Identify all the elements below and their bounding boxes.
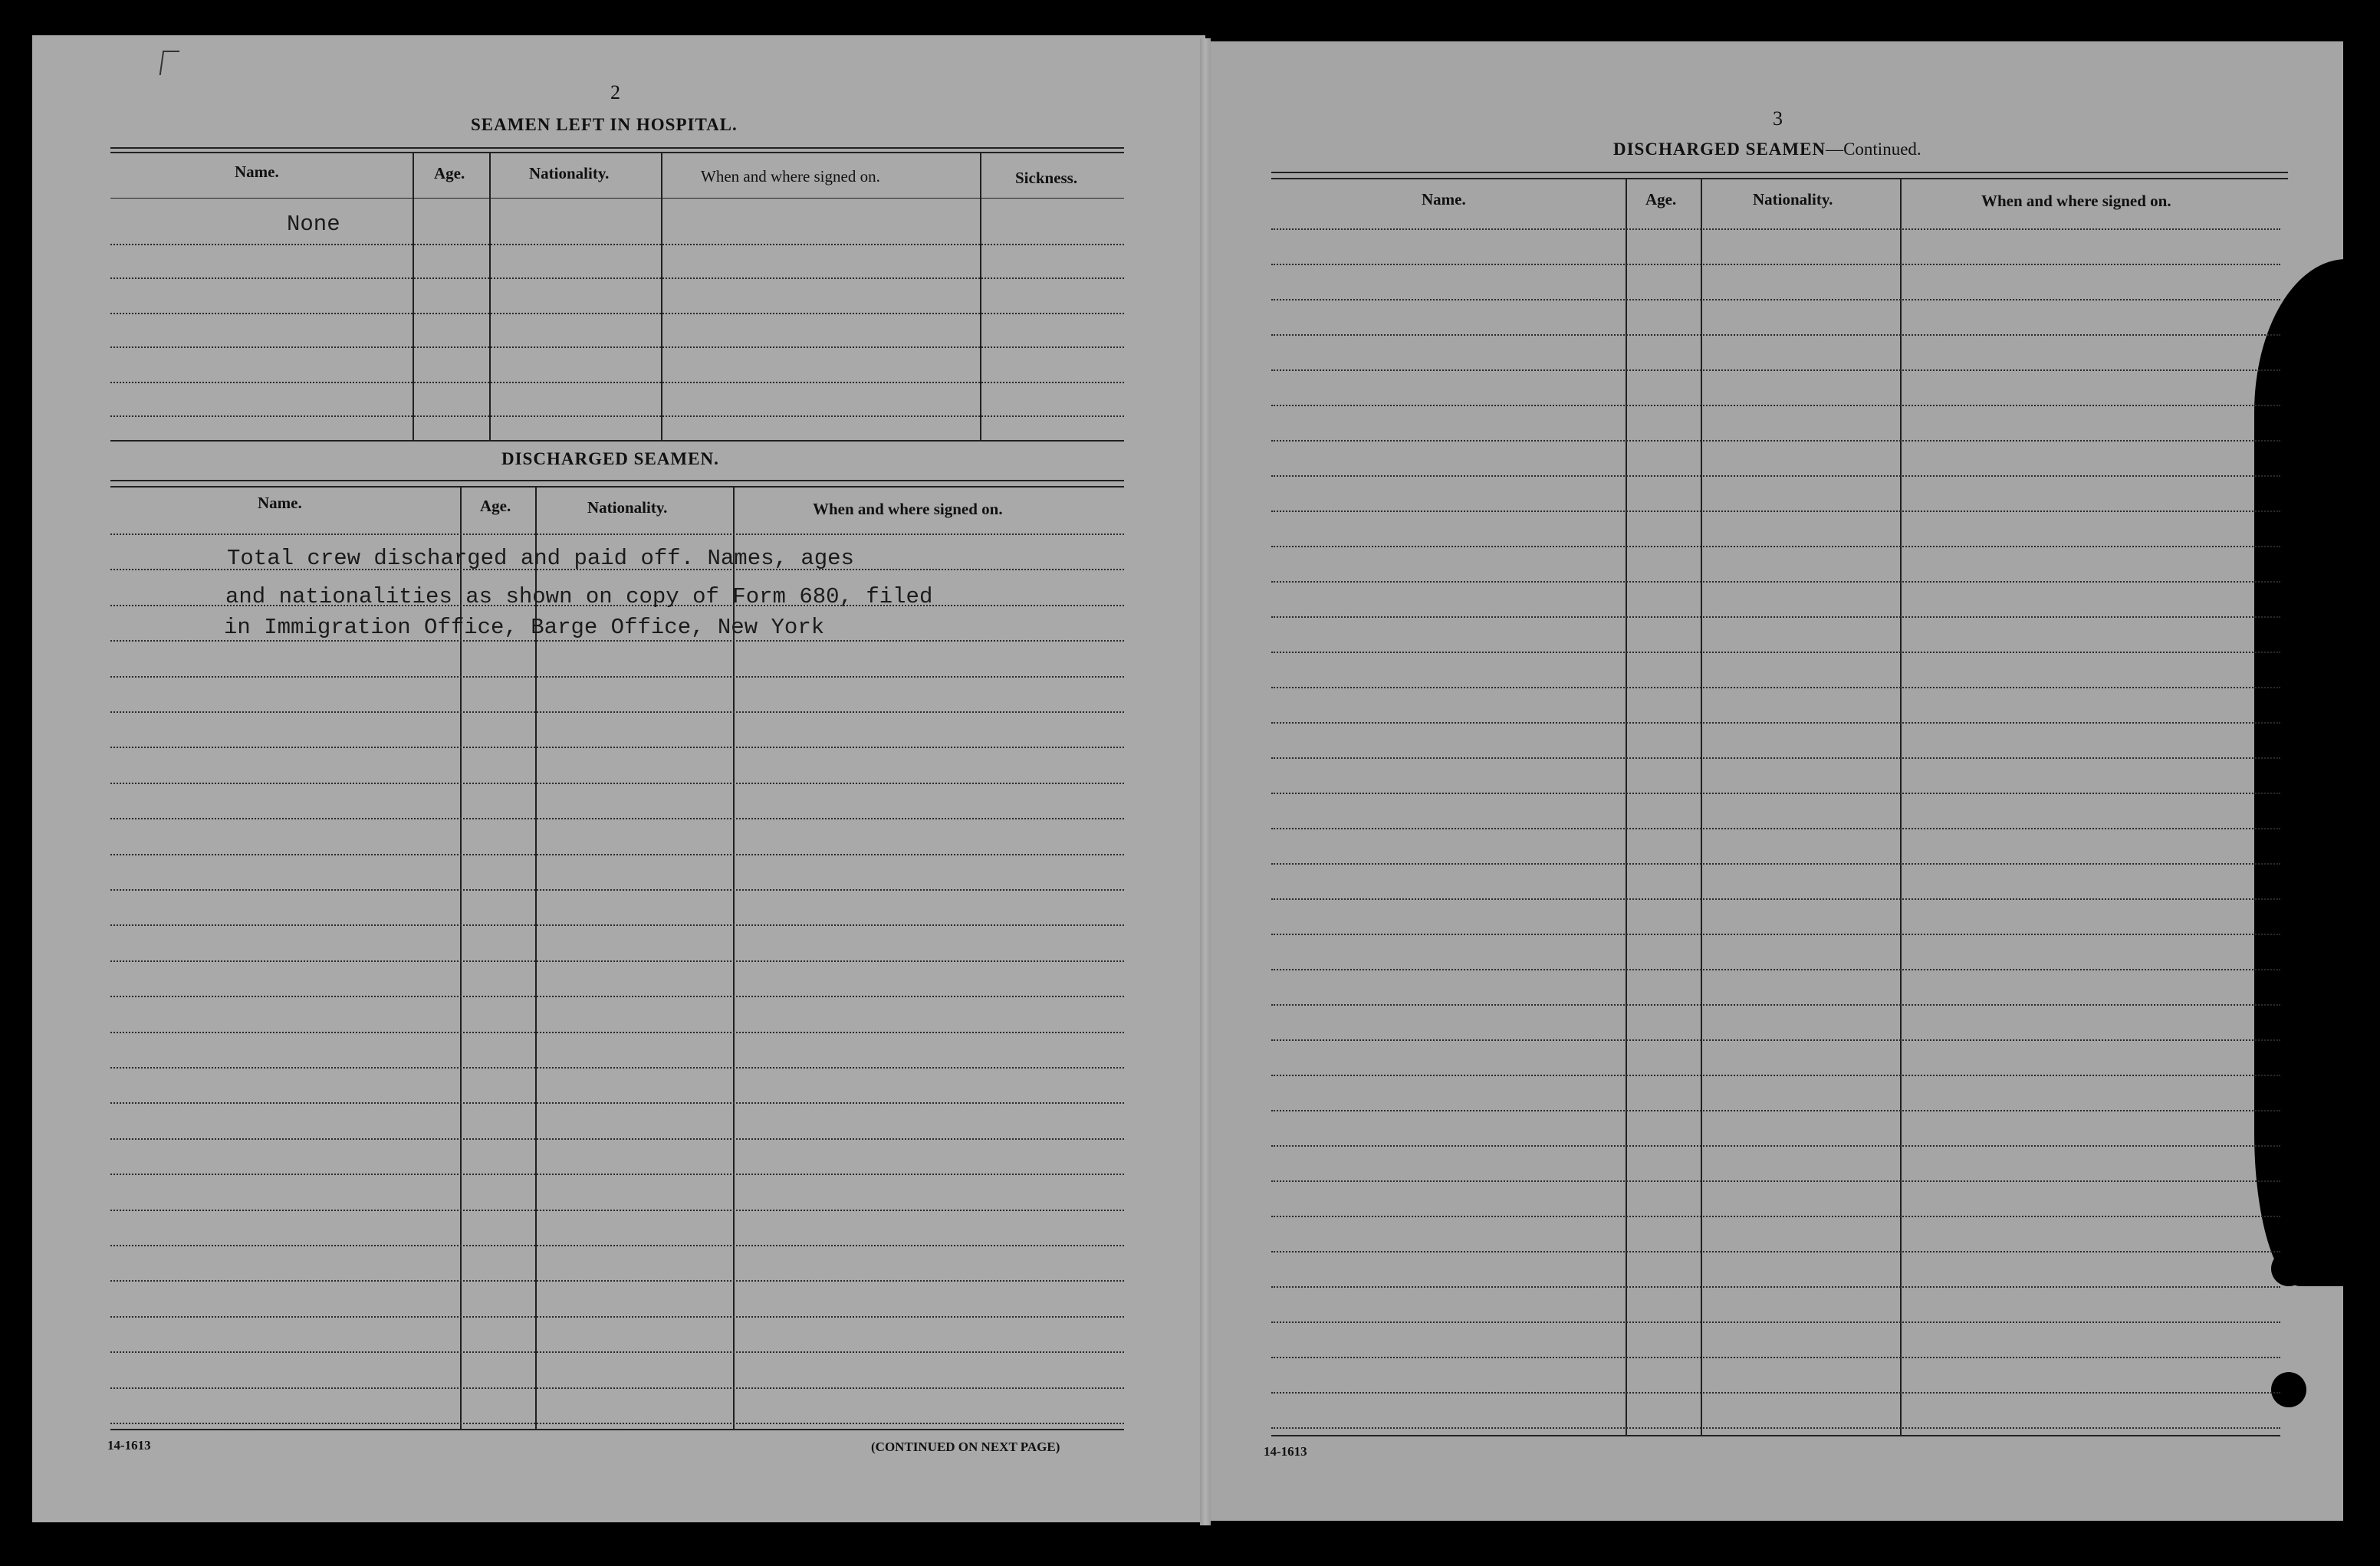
ruled-row-line: [1271, 1251, 2280, 1252]
ruled-row-line: [110, 818, 1124, 819]
ruled-row-line: [110, 889, 1124, 891]
discharged-col-nationality: Nationality.: [587, 498, 668, 517]
ruled-row-line: [1271, 1110, 2280, 1111]
ruled-row-line: [110, 747, 1124, 748]
page-fold: [1200, 38, 1211, 1525]
right-col-age: Age.: [1645, 190, 1677, 208]
ruled-row-line: [1271, 1004, 2280, 1006]
typed-note-line-3: in Immigration Office, Barge Office, New York: [224, 615, 825, 640]
ruled-row-line: [1271, 969, 2280, 970]
ruled-row-line: [1271, 1357, 2280, 1358]
hospital-col-name: Name.: [235, 163, 279, 181]
ruled-row-line: [110, 924, 1124, 926]
ruled-row-line: [110, 533, 1124, 535]
ruled-row-line: [1271, 299, 2280, 300]
hospital-col-nationality: Nationality.: [529, 164, 610, 182]
right-table-top-rule-2: [1271, 178, 2288, 179]
discharged-col-signed-on: When and where signed on.: [813, 500, 1003, 518]
hospital-row-line: [110, 244, 1124, 245]
ruled-row-line: [1271, 1216, 2280, 1217]
punch-hole-top: [2271, 1251, 2306, 1286]
ruled-row-line: [1271, 898, 2280, 900]
page-number-right: 3: [1773, 107, 1783, 130]
page-number-left: 2: [610, 81, 620, 103]
ruled-row-line: [110, 1067, 1124, 1069]
ruled-row-line: [110, 1280, 1124, 1282]
discharged-col-age: Age.: [480, 497, 511, 515]
hospital-header-rule: [110, 198, 1124, 199]
ruled-row-line: [1271, 228, 2280, 230]
hospital-col-sickness: Sickness.: [1015, 169, 1078, 187]
ruled-row-line: [1271, 546, 2280, 547]
right-section-title-main: DISCHARGED SEAMEN: [1613, 140, 1826, 159]
ruled-row-line: [110, 854, 1124, 855]
ruled-row-line: [1271, 475, 2280, 477]
right-section-title-suffix: —Continued.: [1826, 140, 1921, 159]
table-bottom-rule: [110, 1429, 1124, 1430]
ruled-row-line: [110, 640, 1124, 642]
right-divider-2: [1701, 178, 1702, 1435]
ruled-row-line: [1271, 1180, 2280, 1182]
discharged-table-top-rule-2: [110, 486, 1124, 488]
ruled-row-line: [110, 1423, 1124, 1424]
ruled-row-line: [1271, 687, 2280, 688]
continued-note: (CONTINUED ON NEXT PAGE): [871, 1440, 1060, 1454]
hospital-row-line: [110, 346, 1124, 348]
ruled-row-line: [1271, 1321, 2280, 1323]
discharged-table-top-rule: [110, 480, 1124, 481]
hospital-divider-2: [489, 152, 491, 440]
ruled-row-line: [110, 1351, 1124, 1353]
ruled-row-line: [110, 1245, 1124, 1246]
ruled-row-line: [1271, 511, 2280, 512]
ruled-row-line: [1271, 1427, 2280, 1429]
ruled-row-line: [110, 960, 1124, 962]
ruled-row-line: [1271, 757, 2280, 759]
discharged-section-title: DISCHARGED SEAMEN.: [501, 449, 719, 468]
ruled-row-line: [110, 1174, 1124, 1175]
hospital-row-line: [110, 277, 1124, 279]
ruled-row-line: [1271, 828, 2280, 829]
right-table-top-rule: [1271, 172, 2288, 173]
right-divider-3: [1900, 178, 1902, 1435]
table-bottom-rule: [1271, 1435, 2280, 1436]
ruled-row-line: [1271, 440, 2280, 442]
ruled-row-line: [1271, 405, 2280, 406]
form-number-left: 14-1613: [107, 1438, 151, 1453]
ruled-row-line: [110, 676, 1124, 678]
right-col-nationality: Nationality.: [1753, 190, 1833, 208]
ruled-row-line: [1271, 652, 2280, 653]
hospital-divider-1: [413, 152, 414, 440]
form-number-right: 14-1613: [1264, 1444, 1307, 1459]
right-divider-1: [1626, 178, 1627, 1435]
ruled-row-line: [110, 1210, 1124, 1211]
ruled-row-line: [1271, 1286, 2280, 1288]
ruled-row-line: [1271, 793, 2280, 794]
typed-note-line-1: Total crew discharged and paid off. Names, ages: [227, 546, 854, 571]
ruled-row-line: [1271, 334, 2280, 336]
paper-edge-notch: [2254, 259, 2380, 1286]
hospital-table-top-rule-2: [110, 152, 1124, 153]
ruled-row-line: [1271, 934, 2280, 935]
left-page: [32, 35, 1205, 1522]
hospital-table-top-rule: [110, 147, 1124, 149]
hospital-col-signed-on: When and where signed on.: [701, 167, 880, 185]
ruled-row-line: [110, 1032, 1124, 1033]
hospital-entry-none: None: [287, 212, 340, 237]
hospital-row-line: [110, 415, 1124, 417]
ruled-row-line: [1271, 369, 2280, 371]
ruled-row-line: [1271, 581, 2280, 583]
hospital-row-line: [110, 382, 1124, 383]
ruled-row-line: [110, 1316, 1124, 1318]
pencil-mark: [159, 51, 179, 75]
right-section-title: [1613, 140, 1921, 159]
ruled-row-line: [110, 1138, 1124, 1140]
ruled-row-line: [110, 783, 1124, 784]
ruled-row-line: [1271, 1145, 2280, 1147]
hospital-section-title: SEAMEN LEFT IN HOSPITAL.: [471, 115, 738, 134]
ruled-row-line: [110, 1387, 1124, 1389]
ruled-row-line: [1271, 722, 2280, 724]
typed-note-line-2: and nationalities as shown on copy of Form 680, filed: [225, 584, 933, 609]
discharged-col-name: Name.: [258, 494, 302, 512]
ruled-row-line: [110, 711, 1124, 713]
ruled-row-line: [1271, 1392, 2280, 1394]
ruled-row-line: [1271, 1039, 2280, 1041]
ruled-row-line: [110, 1102, 1124, 1104]
ruled-row-line: [1271, 1075, 2280, 1076]
ruled-row-line: [110, 996, 1124, 997]
right-col-name: Name.: [1422, 190, 1466, 208]
hospital-divider-3: [661, 152, 662, 440]
hospital-table-bottom-rule: [110, 440, 1124, 442]
ruled-row-line: [1271, 616, 2280, 618]
hospital-row-line: [110, 313, 1124, 314]
right-col-signed-on: When and where signed on.: [1981, 192, 2171, 210]
punch-hole-bottom: [2271, 1372, 2306, 1407]
ruled-row-line: [1271, 264, 2280, 265]
hospital-divider-4: [980, 152, 981, 440]
ruled-row-line: [1271, 863, 2280, 865]
hospital-col-age: Age.: [434, 164, 465, 182]
